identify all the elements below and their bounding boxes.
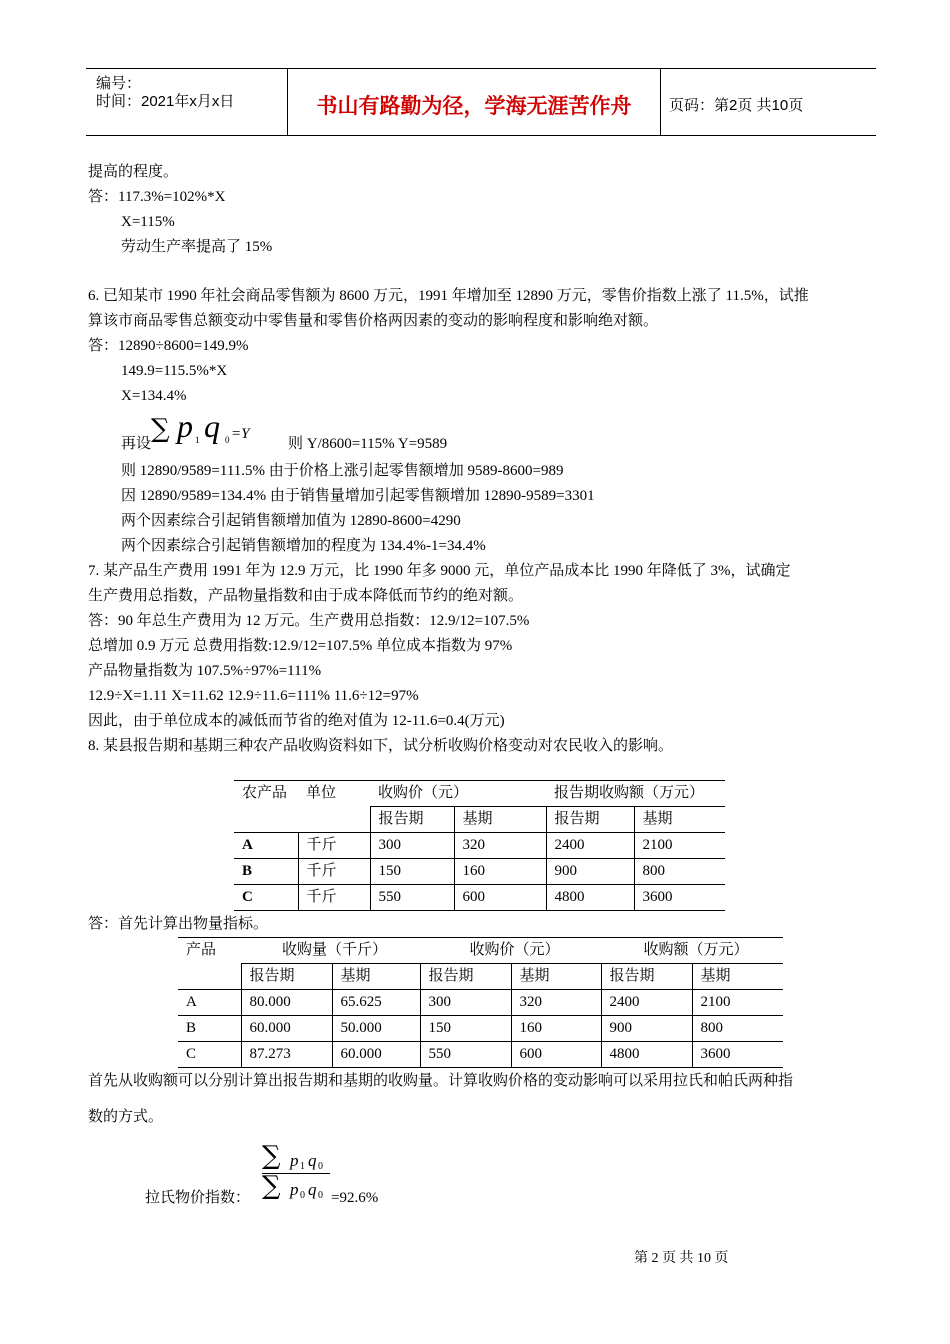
table-header-report: 报告期 — [241, 964, 332, 990]
formula-sub-0: 0 — [225, 435, 230, 445]
sigma-symbol: ∑ — [262, 1141, 281, 1171]
answer-7-line: 12.9÷X=1.11 X=11.62 12.9÷11.6=111% 11.6÷12=97% — [88, 688, 419, 704]
answer-6-line: 则 Y/8600=115% Y=9589 — [288, 436, 448, 452]
formula-sub-1: 1 — [195, 435, 200, 445]
header-page-label: 页码：第2页 共10页 — [669, 97, 804, 114]
header-divider-right — [660, 68, 661, 135]
question-6-line-1: 6. 已知某市 1990 年社会商品零售额为 8600 万元，1991 年增加至 12890 万元，零售价指数上涨了 11.5%，试推 — [88, 288, 809, 304]
answer-6-line: 答：12890÷8600=149.9% — [88, 338, 249, 354]
text-line: 劳动生产率提高了 15% — [121, 239, 273, 255]
footer-page-number: 第 2 页 共 10 页 — [634, 1251, 729, 1266]
question-8-line: 8. 某县报告期和基期三种农产品收购资料如下，试分析收购价格变动对农民收入的影响。 — [88, 738, 674, 754]
table-source-data — [234, 780, 725, 911]
answer-6-line: X=134.4% — [121, 388, 187, 404]
table-header-base: 基期 — [692, 964, 783, 990]
question-7-line-1: 7. 某产品生产费用 1991 年为 12.9 万元，比 1990 年多 9000 元，单位产品成本比 1990 年降低了 3%，试确定 — [88, 563, 791, 579]
table-row: B 千斤 150 160 900 800 — [234, 859, 725, 885]
header-number-label: 编号： — [96, 75, 142, 92]
table-row: C 千斤 550 600 4800 3600 — [234, 885, 725, 911]
table-header-amount: 收购额（万元） — [643, 942, 749, 958]
table-header-base: 基期 — [332, 964, 420, 990]
table-header-amount: 报告期收购额（万元） — [554, 785, 705, 801]
answer-6-line: 因 12890/9589=134.4% 由于销售量增加引起零售额增加 12890-9589=3301 — [121, 488, 595, 504]
answer-6-line: 两个因素综合引起销售额增加值为 12890-8600=4290 — [121, 513, 461, 529]
table-header-qty: 收购量（千斤） — [281, 942, 387, 958]
header-time-label: 时间：2021年x月x日 — [96, 93, 235, 110]
text-line: 提高的程度。 — [88, 164, 179, 180]
answer-6-line: 两个因素综合引起销售额增加的程度为 134.4%-1=34.4% — [121, 538, 486, 554]
table-header-base: 基期 — [634, 807, 725, 833]
table-header-base: 基期 — [454, 807, 546, 833]
answer-6-let-label: 再设 — [121, 436, 152, 452]
sigma-symbol: ∑ — [262, 1171, 281, 1201]
table-computed-data — [178, 937, 783, 1068]
table-row: C 87.273 60.000 550 600 4800 3600 — [178, 1042, 783, 1068]
header-motto: 书山有路勤为径，学海无涯苦作舟 — [316, 94, 632, 118]
sigma-symbol: ∑ — [151, 414, 170, 444]
laspeyres-value: =92.6% — [331, 1190, 379, 1206]
table-header-unit: 单位 — [306, 785, 337, 802]
table-row: A 千斤 300 320 2400 2100 — [234, 833, 725, 859]
header-bottom-rule — [86, 135, 876, 136]
text-line: X=115% — [121, 214, 175, 230]
question-7-line-2: 生产费用总指数，产品物量指数和由于成本降低而节约的绝对额。 — [88, 588, 524, 604]
formula-p: p — [177, 408, 193, 444]
table-row: A 80.000 65.625 300 320 2400 2100 — [178, 990, 783, 1016]
table-header-report: 报告期 — [546, 807, 634, 833]
table-row: B 60.000 50.000 150 160 900 800 — [178, 1016, 783, 1042]
text-line: 答：117.3%=102%*X — [88, 189, 226, 205]
table-header-report: 报告期 — [370, 807, 454, 833]
answer-7-line: 总增加 0.9 万元 总费用指数:12.9/12=107.5% 单位成本指数为 97% — [88, 638, 513, 654]
table-header-price: 收购价（元） — [469, 942, 560, 958]
table-header-product: 农产品 — [242, 785, 288, 802]
table-header-report: 报告期 — [420, 964, 511, 990]
answer-7-line: 产品物量指数为 107.5%÷97%=111% — [88, 663, 322, 679]
laspeyres-fraction: ∑ p 1 q 0 ∑ p 0 q 0 — [262, 1141, 342, 1207]
answer-8-line: 答：首先计算出物量指标。 — [88, 916, 269, 932]
answer-7-line: 答：90 年总生产费用为 12 万元。生产费用总指数：12.9/12=107.5% — [88, 613, 530, 629]
paragraph-line: 数的方式。 — [88, 1109, 164, 1125]
table-header-report: 报告期 — [601, 964, 692, 990]
table-header-base: 基期 — [511, 964, 601, 990]
laspeyres-label: 拉氏物价指数： — [145, 1190, 251, 1206]
formula-q: q — [204, 408, 220, 444]
question-6-line-2: 算该市商品零售总额变动中零售量和零售价格两因素的变动的影响程度和影响绝对额。 — [88, 313, 659, 329]
table-header-price: 收购价（元） — [378, 785, 469, 801]
paragraph-line: 首先从收购额可以分别计算出报告期和基期的收购量。计算收购价格的变动影响可以采用拉氏和帕氏两种指 — [88, 1073, 794, 1089]
table-header-product: 产品 — [186, 942, 217, 959]
header-top-rule — [86, 68, 876, 69]
answer-6-line: 149.9=115.5%*X — [121, 363, 228, 379]
formula-equals-y: =Y — [231, 426, 250, 442]
answer-7-line: 因此，由于单位成本的减低而节省的绝对值为 12-11.6=0.4(万元) — [88, 713, 505, 729]
answer-6-line: 则 12890/9589=111.5% 由于价格上涨引起零售额增加 9589-8600=989 — [121, 463, 564, 479]
